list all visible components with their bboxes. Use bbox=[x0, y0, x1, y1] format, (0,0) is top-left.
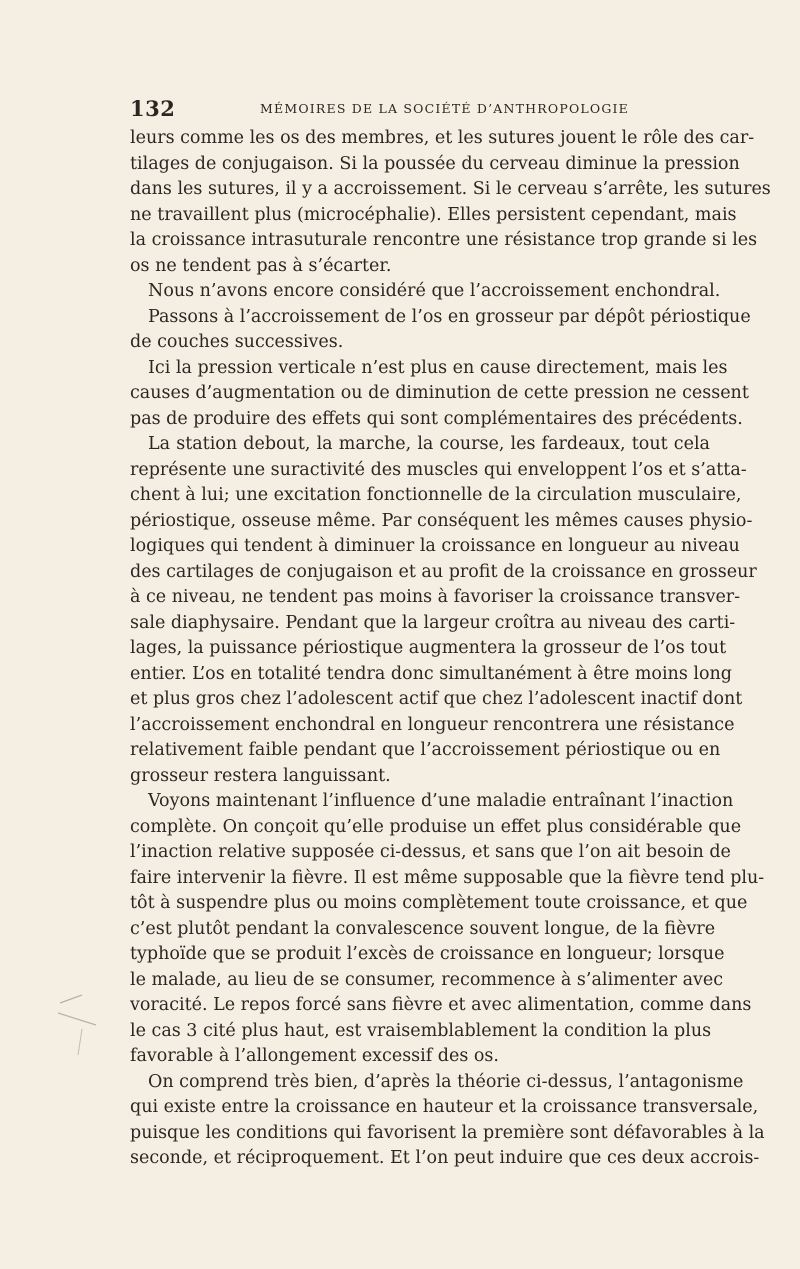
text-line: On comprend très bien, d’après la théorie ci-dessus, l’antagonisme bbox=[148, 1071, 744, 1092]
text-line: favorable à l’allongement excessif des os. bbox=[130, 1046, 499, 1066]
text-line: Voyons maintenant l’influence d’une maladie entraînant l’inaction bbox=[148, 791, 734, 811]
text-line: la croissance intrasuturale rencontre une résistance trop grande si les bbox=[130, 230, 758, 250]
text-line: Nous n’avons encore considéré que l’accroissement enchondral. bbox=[148, 281, 721, 301]
page-number: 132 bbox=[130, 96, 176, 121]
text-line: des cartilages de conjugaison et au profit de la croissance en grosseur bbox=[130, 561, 757, 582]
text-line: Ici la pression verticale n’est plus en cause directement, mais les bbox=[148, 357, 728, 378]
text-line: relativement faible pendant que l’accroissement périostique ou en bbox=[130, 740, 721, 760]
text-line: l’inaction relative supposée ci-dessus, et sans que l’on ait besoin de bbox=[130, 842, 731, 862]
text-line: causes d’augmentation ou de diminution de cette pression ne cessent bbox=[130, 383, 749, 403]
text-line: seconde, et réciproquement. Et l’on peut induire que ces deux accrois- bbox=[130, 1148, 760, 1168]
text-line: lages, la puissance périostique augmentera la grosseur de l’os tout bbox=[130, 638, 727, 658]
text-line: faire intervenir la fièvre. Il est même supposable que la fièvre tend plu- bbox=[130, 867, 765, 888]
text-line: La station debout, la marche, la course, les fardeaux, tout cela bbox=[148, 434, 710, 454]
text-line: représente une suractivité des muscles qui enveloppent l’os et s’atta- bbox=[130, 459, 747, 480]
text-line: chent à lui; une excitation fonctionnelle de la circulation musculaire, bbox=[130, 485, 742, 505]
text-line: voracité. Le repos forcé sans fièvre et avec alimentation, comme dans bbox=[130, 995, 752, 1015]
page-header bbox=[130, 96, 710, 120]
text-line: périostique, osseuse même. Par conséquent les mêmes causes physio- bbox=[130, 510, 753, 531]
text-line: sale diaphysaire. Pendant que la largeur croîtra au niveau des carti- bbox=[130, 612, 736, 633]
text-line: grosseur restera languissant. bbox=[130, 765, 391, 786]
text-line: qui existe entre la croissance en hauteur et la croissance transversale, bbox=[130, 1097, 759, 1117]
text-line: tôt à suspendre plus ou moins complètement toute croissance, et que bbox=[130, 893, 748, 913]
text-line: typhoïde que se produit l’excès de croissance en longueur; lorsque bbox=[130, 944, 725, 964]
text-line: complète. On conçoit qu’elle produise un effet plus considérable que bbox=[130, 816, 742, 837]
text-line: ne travaillent plus (microcéphalie). Elles persistent cependant, mais bbox=[130, 204, 737, 225]
text-line: leurs comme les os des membres, et les sutures jouent le rôle des car- bbox=[130, 128, 755, 148]
text-line: puisque les conditions qui favorisent la première sont défavorables à la bbox=[130, 1122, 765, 1143]
text-line: os ne tendent pas à s’écarter. bbox=[130, 255, 392, 276]
text-line: et plus gros chez l’adolescent actif que chez l’adolescent inactif dont bbox=[130, 689, 743, 709]
text-line: entier. L’os en totalité tendra donc simultanément à être moins long bbox=[130, 663, 732, 684]
text-line: le malade, au lieu de se consumer, recommence à s’alimenter avec bbox=[130, 969, 724, 990]
text-line: logiques qui tendent à diminuer la croissance en longueur au niveau bbox=[130, 536, 740, 556]
body-text bbox=[130, 126, 771, 1172]
text-line: dans les sutures, il y a accroissement. Si le cerveau s’arrête, les sutures bbox=[130, 179, 771, 199]
text-line: pas de produire des effets qui sont complémentaires des précédents. bbox=[130, 408, 743, 429]
text-line: tilages de conjugaison. Si la poussée du cerveau diminue la pression bbox=[130, 153, 740, 174]
text-line: de couches successives. bbox=[130, 332, 344, 352]
running-title: MÉMOIRES DE LA SOCIÉTÉ D’ANTHROPOLOGIE bbox=[260, 101, 629, 116]
text-line: l’accroissement enchondral en longueur rencontrera une résistance bbox=[130, 714, 735, 735]
text-line: à ce niveau, ne tendent pas moins à favoriser la croissance transver- bbox=[130, 587, 741, 607]
text-line: Passons à l’accroissement de l’os en grosseur par dépôt périostique bbox=[148, 306, 751, 327]
text-line: c’est plutôt pendant la convalescence souvent longue, de la fièvre bbox=[130, 918, 716, 939]
text-line: le cas 3 cité plus haut, est vraisemblablement la condition la plus bbox=[130, 1020, 712, 1041]
margin-mark-icon bbox=[52, 985, 102, 1065]
